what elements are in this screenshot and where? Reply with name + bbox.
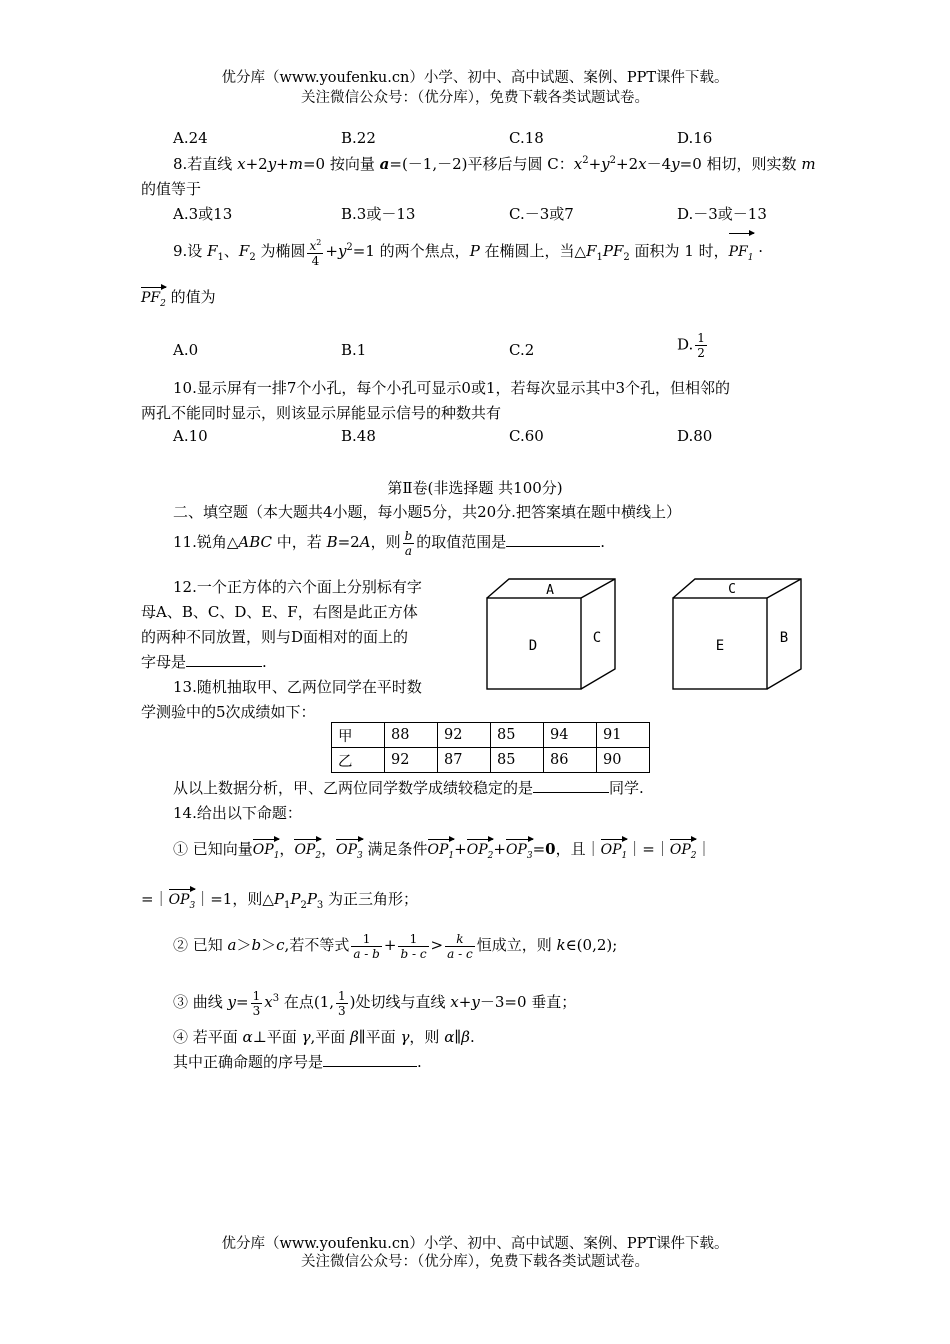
option-b: B.22	[341, 129, 376, 147]
q14-final: 其中正确命题的序号是 .	[173, 1053, 422, 1071]
score-cell: 94	[544, 723, 597, 748]
q13-conclusion: 从以上数据分析，甲、乙两位同学数学成绩较稳定的是 同学.	[173, 779, 644, 797]
cube1-top-label: A	[546, 583, 554, 598]
q11-stem: 11.锐角△ABC 中，若 B=2A，则 $\frac{b}{a}$ 的取值范围是 .	[173, 528, 606, 558]
student-name: 乙	[332, 748, 385, 773]
q9-stem: 9.设 $F_1$、$F_2$ 为椭圆 $\frac{x^2}{4}$ $+y^2=1$ 的两个焦点，P 在椭圆上，当$\triangle F_1PF_2$ 面积为 1 时，$PF_1$ ·	[173, 230, 763, 274]
score-cell: 88	[385, 723, 438, 748]
student-name: 甲	[332, 723, 385, 748]
cube2-top-label: C	[728, 582, 736, 597]
table-row	[332, 723, 650, 748]
footer-line-2: 关注微信公众号：（优分库），免费下载各类试题试卷。	[301, 1254, 649, 1270]
q8-stem: 8.若直线 x+2y+m=0 按向量 a=(－1,－2)平移后与圆 C：$x^2+y^2+2x-4y=0$ 相切，则实数 m	[173, 155, 816, 173]
option-c: C.18	[509, 129, 544, 147]
q10-stem-line2: 两孔不能同时显示，则该显示屏能显示信号的种数共有	[141, 404, 502, 422]
score-cell: 90	[597, 748, 650, 773]
option-a: A.10	[173, 427, 208, 445]
option-b: B.1	[341, 341, 367, 359]
option-d: D.80	[677, 427, 713, 445]
header-line-1: 优分库（www.youfenku.cn）小学、初中、高中试题、案例、PPT课件下载。	[221, 70, 729, 86]
q9-stem-line2: $PF_2$ 的值为	[141, 284, 216, 309]
footer-line-1: 优分库（www.youfenku.cn）小学、初中、高中试题、案例、PPT课件下载。	[221, 1236, 729, 1252]
cube1-side-label: C	[592, 630, 602, 646]
option-c: C.－3或7	[509, 205, 574, 223]
part2-title: 第Ⅱ卷(非选择题 共100分)	[387, 479, 563, 497]
cube2-side-label: B	[779, 630, 789, 646]
score-cell: 85	[491, 748, 544, 773]
q12-line2: 母A、B、C、D、E、F，右图是此正方体	[141, 603, 418, 621]
q14-item-1-line2: $=|OP_3|=1$，则$\triangle P_1P_2P_3$ 为正三角形；	[141, 886, 418, 911]
option-a: A.24	[173, 129, 208, 147]
score-cell: 92	[438, 723, 491, 748]
option-a: A.0	[173, 341, 199, 359]
score-cell: 87	[438, 748, 491, 773]
header-line-2: 关注微信公众号：（优分库），免费下载各类试题试卷。	[301, 90, 649, 106]
option-c: C.60	[509, 427, 544, 445]
cube2-front-label: E	[715, 638, 725, 654]
q14-item-2: ② 已知 a＞b＞c,若不等式 $\frac{1}{a - b}$ + $\frac{1}{b - c}$ > $\frac{k}{a - c}$ 恒成立，则 k∈(0,2);	[173, 931, 618, 961]
option-b: B.48	[341, 427, 376, 445]
cube-figure-2	[670, 576, 806, 692]
cube-figure-1	[484, 576, 620, 692]
q13-line2: 学测验中的5次成绩如下：	[141, 703, 316, 721]
option-b: B.3或－13	[341, 205, 416, 223]
q14-item-3: ③ 曲线 y= $\frac{1}{3}$ $x^3$ 在点(1, $\frac{1}{3}$ )处切线与直线 x+y－3=0 垂直；	[173, 988, 577, 1018]
score-cell: 92	[385, 748, 438, 773]
score-cell: 91	[597, 723, 650, 748]
option-a: A.3或13	[173, 205, 233, 223]
option-d: D.16	[677, 129, 713, 147]
option-c: C.2	[509, 341, 535, 359]
q12-line3: 的两种不同放置，则与D面相对的面上的	[141, 628, 409, 646]
q14-intro: 14.给出以下命题：	[173, 804, 302, 822]
option-d: D. $\frac{1}{2}$	[677, 331, 705, 360]
q8-stem-line2: 的值等于	[141, 180, 202, 198]
score-cell: 86	[544, 748, 597, 773]
q10-stem-line1: 10.显示屏有一排7个小孔，每个小孔可显示0或1，若每次显示其中3个孔，但相邻的	[173, 379, 731, 397]
table-row	[332, 748, 650, 773]
q12-line4: 字母是 .	[141, 653, 267, 671]
option-d: D.－3或－13	[677, 205, 767, 223]
q12-line1: 12.一个正方体的六个面上分别标有字	[173, 578, 422, 596]
q13-line1: 13.随机抽取甲、乙两位同学在平时数	[173, 678, 422, 696]
cube1-front-label: D	[528, 638, 538, 654]
score-cell: 85	[491, 723, 544, 748]
q14-item-4: ④ 若平面 α⊥平面 γ,平面 β∥平面 γ，则 α∥β.	[173, 1028, 475, 1046]
q14-item-1: ① 已知向量$OP_1$，$OP_2$，$OP_3$ 满足条件$OP_1+OP_2+OP_3=0$，且$|OP_1|=|OP_2|$	[173, 836, 712, 861]
section-heading: 二、填空题（本大题共4小题，每小题5分，共20分.把答案填在题中横线上）	[173, 503, 681, 521]
score-table	[331, 722, 650, 773]
